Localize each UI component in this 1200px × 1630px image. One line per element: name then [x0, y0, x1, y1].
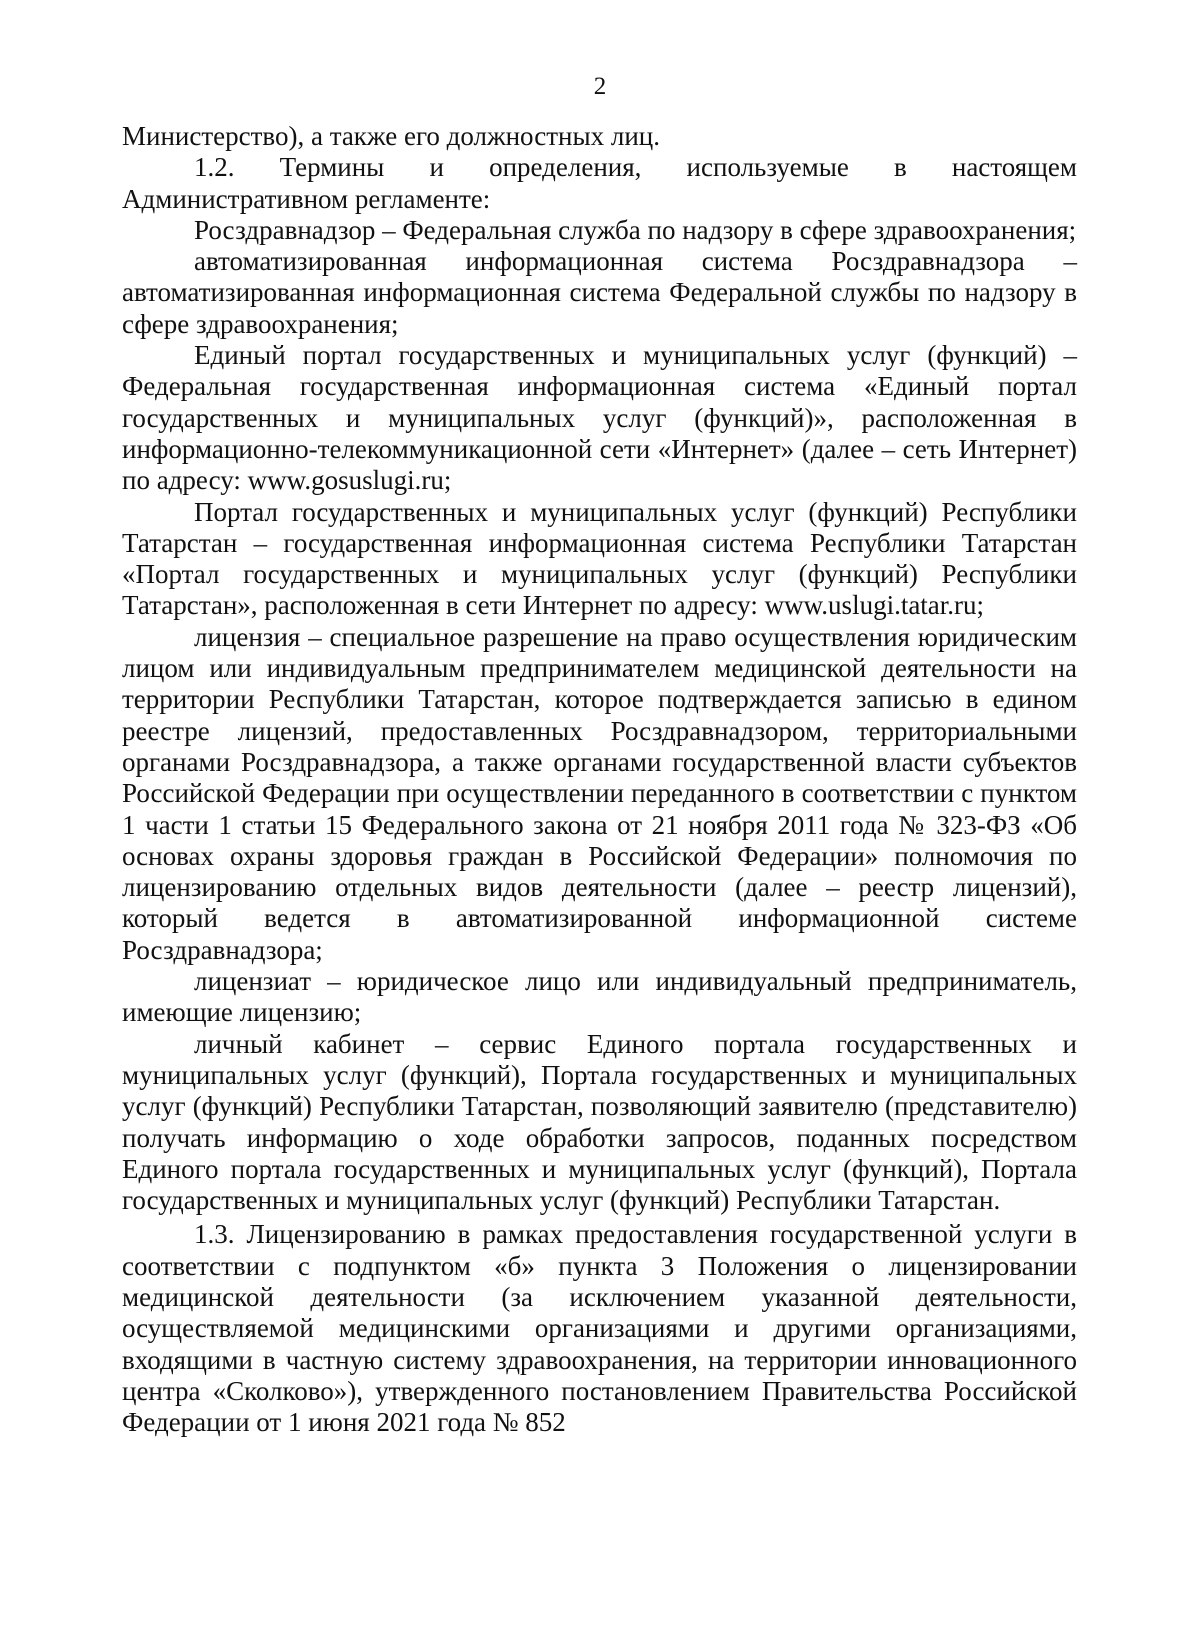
paragraph-roszdravnadzor: Росздравнадзор – Федеральная служба по надзору в сфере здравоохранения;	[194, 214, 1077, 245]
paragraph-licensee: лицензиат – юридическое лицо или индивидуальный предприниматель, имеющие лицензию;	[122, 966, 1077, 1028]
paragraph-unified-portal: Единый портал государственных и муниципальных услуг (функций) – Федеральная государственная информационная система «Единый портал государственных и муниципальных услуг (функций)», расположенная в информационно-телекоммуникационной сети «Интернет» (далее – сеть Интернет) по адресу: www.gosuslugi.ru;	[122, 340, 1077, 496]
paragraph-continuation: Министерство), а также его должностных лиц.	[122, 121, 660, 151]
paragraph-ais: автоматизированная информационная система Росздравнадзора – автоматизированная информационная система Федеральной службы по надзору в сфере здравоохранения;	[122, 246, 1077, 339]
paragraph-tatarstan-portal: Портал государственных и муниципальных услуг (функций) Республики Татарстан – государственная информационная система Республики Татарстан «Портал государственных и муниципальных услуг (функций) Республики Татарстан», расположенная в сети Интернет по адресу: www.uslugi.tatar.ru;	[122, 496, 1077, 621]
paragraph-terms-intro: 1.2. Термины и определения, используемые в настоящем Административном регламенте:	[122, 152, 1077, 214]
paragraph-license: лицензия – специальное разрешение на право осуществления юридическим лицом или индивидуальным предпринимателем медицинской деятельности на территории Республики Татарстан, которое подтверждается записью в едином реестре лицензий, предоставленных Росздравнадзором, территориальными органами Росздравнадзора, а также органами государственной власти субъектов Российской Федерации при осуществлении переданного в соответствии с пунктом 1 части 1 статьи 15 Федерального закона от 21 ноября 2011 года № 323-ФЗ «Об основах охраны здоровья граждан в Российской Федерации» полномочия по лицензированию отдельных видов деятельности (далее – реестр лицензий), который ведется в автоматизированной информационной системе Росздравнадзора;	[122, 621, 1077, 965]
page-number: 2	[593, 73, 607, 100]
paragraph-personal-account: личный кабинет – сервис Единого портала государственных и муниципальных услуг (функций), Портала государственных и муниципальных услуг (функций) Республики Татарстан, позволяющий заявителю (представителю) получать информацию о ходе обработки запросов, поданных посредством Единого портала государственных и муниципальных услуг (функций), Портала государственных и муниципальных услуг (функций) Республики Татарстан.	[122, 1028, 1077, 1216]
paragraph-licensing-scope: 1.3. Лицензированию в рамках предоставления государственной услуги в соответствии с подпунктом «б» пункта 3 Положения о лицензировании медицинской деятельности (за исключением указанной деятельности, осуществляемой медицинскими организациями и другими организациями, входящими в частную систему здравоохранения, на территории инновационного центра «Сколково»), утвержденного постановлением Правительства Российской Федерации от 1 июня 2021 года № 852	[122, 1219, 1077, 1438]
document-body	[122, 121, 1077, 1438]
